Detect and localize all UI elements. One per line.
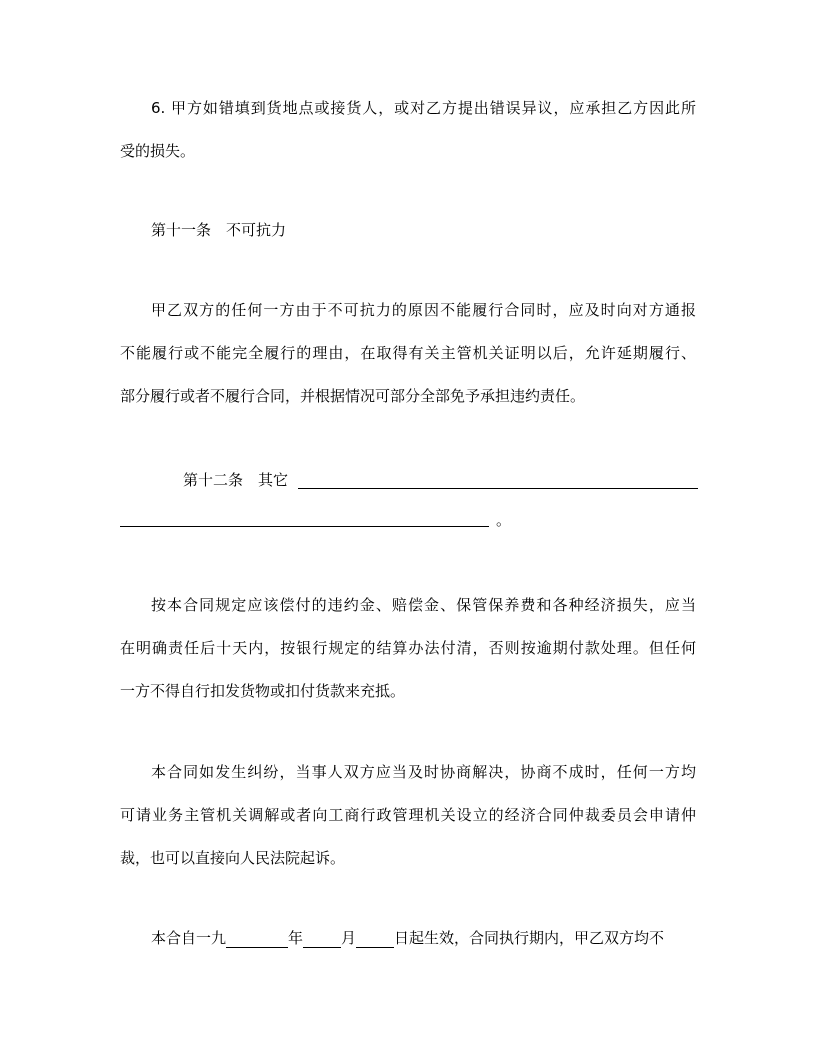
payment-line-1: 按本合同规定应该偿付的违约金、赔偿金、保管保养费和各种经济损失，应当	[151, 596, 696, 614]
clause-6-line-1: 6. 甲方如错填到货地点或接货人，或对乙方提出错误异议，应承担乙方因此所	[151, 99, 696, 117]
article-12-heading: 第十二条 其它	[183, 471, 289, 489]
clause-6-line-2: 受的损失。	[120, 142, 196, 160]
month-blank	[303, 931, 341, 948]
effective-year-label: 年	[288, 929, 304, 947]
article-11-heading: 第十一条 不可抗力	[151, 221, 287, 239]
article-12-fill-line-1	[298, 488, 698, 489]
article-12-end-mark: 。	[496, 511, 512, 529]
effective-month-label: 月	[341, 929, 357, 947]
article-12-fill-line-2	[120, 526, 489, 527]
year-blank	[226, 931, 288, 948]
day-blank	[356, 931, 394, 948]
effective-date-line	[120, 928, 696, 948]
article-11-line-3: 部分履行或者不履行合同，并根据情况可部分全部免予承担违约责任。	[120, 387, 586, 405]
article-11-line-2: 不能履行或不能完全履行的理由，在取得有关主管机关证明以后，允许延期履行、	[120, 344, 696, 362]
effective-prefix: 本合自一九	[151, 929, 227, 947]
dispute-line-1: 本合同如发生纠纷，当事人双方应当及时协商解决，协商不成时，任何一方均	[151, 763, 696, 781]
dispute-line-2: 可请业务主管机关调解或者向工商行政管理机关设立的经济合同仲裁委员会申请仲	[120, 806, 696, 824]
article-11-line-1: 甲乙双方的任何一方由于不可抗力的原因不能履行合同时，应及时向对方通报	[151, 301, 696, 319]
payment-line-3: 一方不得自行扣发货物或扣付货款来充抵。	[120, 682, 406, 700]
payment-line-2: 在明确责任后十天内，按银行规定的结算办法付清，否则按逾期付款处理。但任何	[120, 639, 696, 657]
dispute-line-3: 裁，也可以直接向人民法院起诉。	[120, 849, 346, 867]
effective-suffix: 日起生效，合同执行期内，甲乙双方均不	[394, 929, 665, 947]
